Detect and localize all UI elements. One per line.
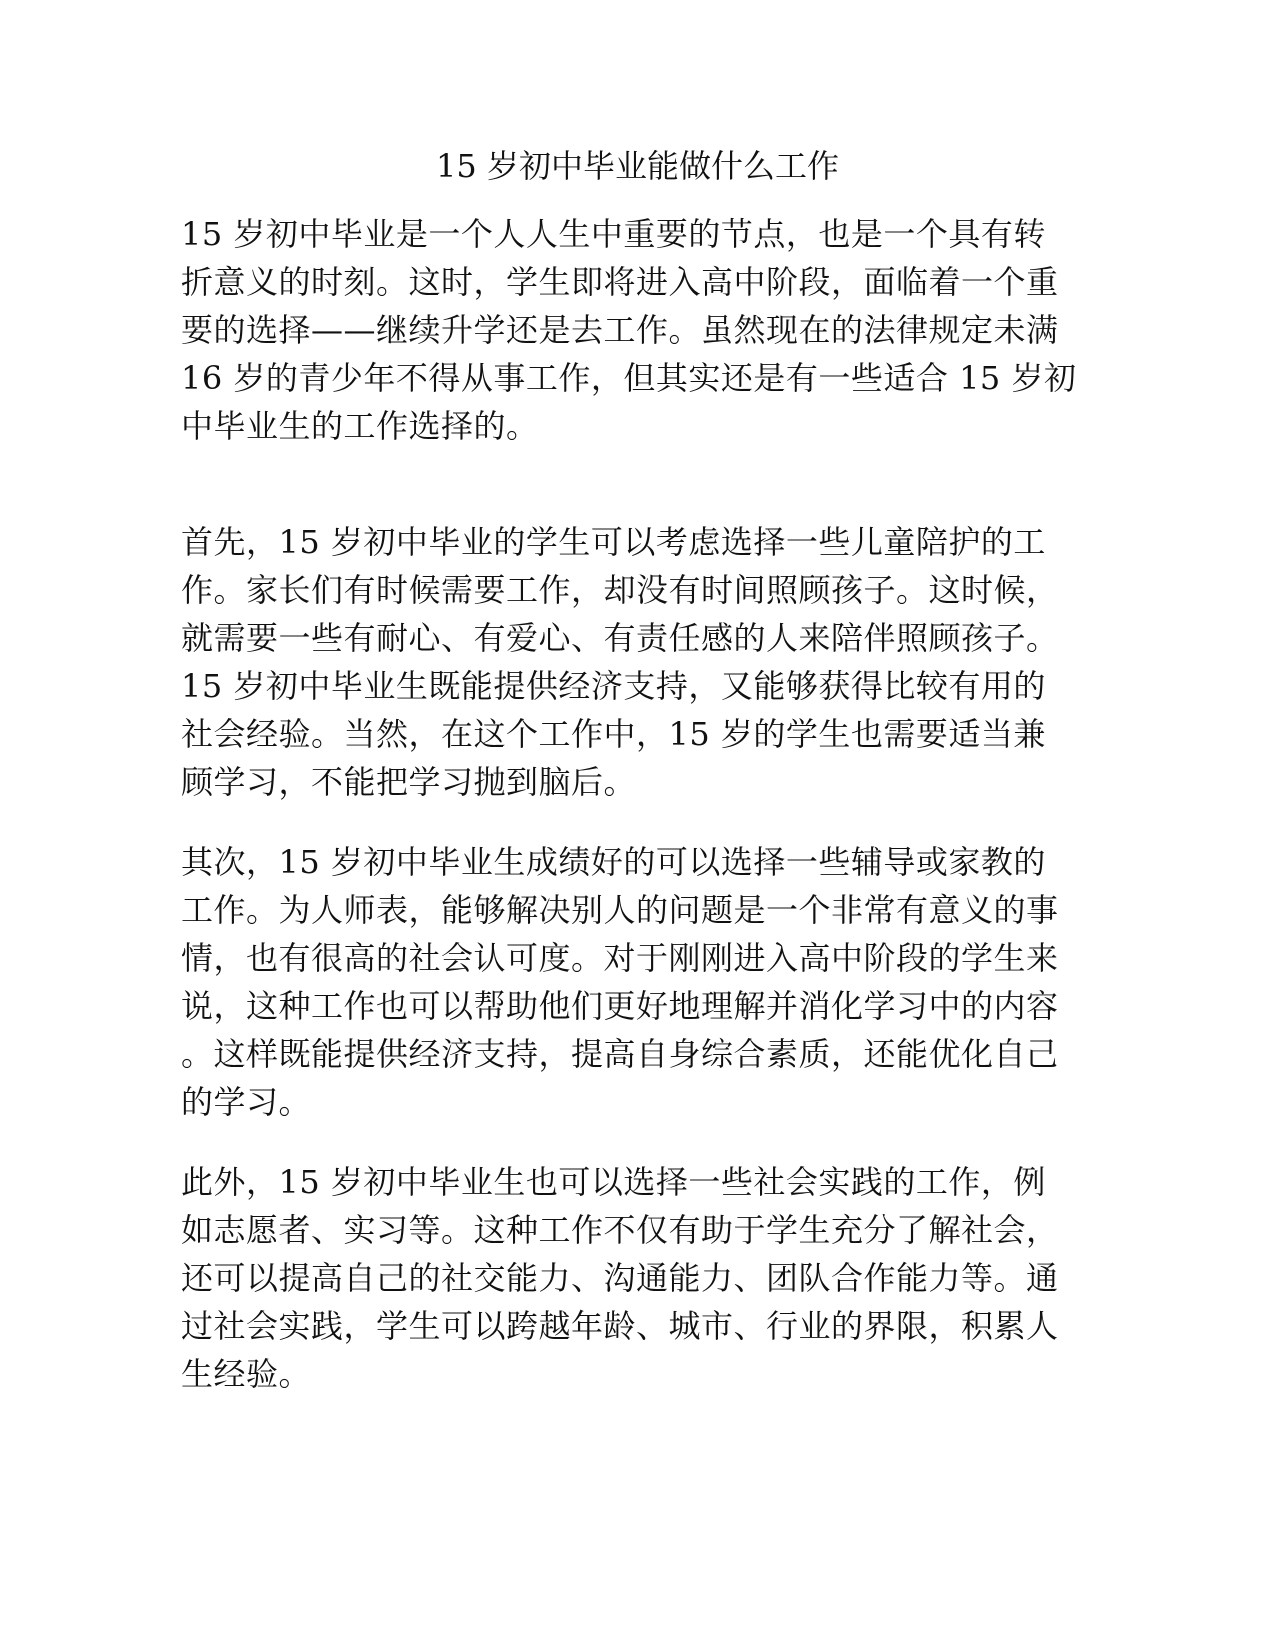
text-line: 15 岁初中毕业是一个人人生中重要的节点，也是一个具有转 (181, 215, 1046, 253)
paragraph-childcare (181, 518, 1081, 806)
text-line: 其次，15 岁初中毕业生成绩好的可以选择一些辅导或家教的 (181, 843, 1046, 881)
text-line: 过社会实践，学生可以跨越年龄、城市、行业的界限，积累人 (181, 1307, 1059, 1345)
text-line: 社会经验。当然，在这个工作中，15 岁的学生也需要适当兼 (181, 715, 1046, 753)
text-line: 16 岁的青少年不得从事工作，但其实还是有一些适合 15 岁初 (181, 359, 1077, 397)
text-line: 就需要一些有耐心、有爱心、有责任感的人来陪伴照顾孩子。 (181, 619, 1059, 657)
text-line: 首先，15 岁初中毕业的学生可以考虑选择一些儿童陪护的工 (181, 523, 1046, 561)
text-line: 还可以提高自己的社交能力、沟通能力、团队合作能力等。通 (181, 1259, 1059, 1297)
paragraph-tutoring (181, 838, 1081, 1126)
text-line: 的学习。 (181, 1083, 312, 1121)
text-line: 生经验。 (181, 1355, 312, 1393)
text-line: 工作。为人师表，能够解决别人的问题是一个非常有意义的事 (181, 891, 1059, 929)
paragraph-social-practice (181, 1158, 1081, 1398)
text-line: 如志愿者、实习等。这种工作不仅有助于学生充分了解社会， (181, 1211, 1059, 1249)
text-line: 作。家长们有时候需要工作，却没有时间照顾孩子。这时候， (181, 571, 1059, 609)
text-line: 。这样既能提供经济支持，提高自身综合素质，还能优化自己 (181, 1035, 1059, 1073)
text-line: 折意义的时刻。这时，学生即将进入高中阶段，面临着一个重 (181, 263, 1059, 301)
text-line: 顾学习，不能把学习抛到脑后。 (181, 763, 637, 801)
text-line: 15 岁初中毕业生既能提供经济支持，又能够获得比较有用的 (181, 667, 1046, 705)
text-line: 情，也有很高的社会认可度。对于刚刚进入高中阶段的学生来 (181, 939, 1059, 977)
text-line: 要的选择——继续升学还是去工作。虽然现在的法律规定未满 (181, 311, 1059, 349)
text-line: 说，这种工作也可以帮助他们更好地理解并消化学习中的内容 (181, 987, 1059, 1025)
paragraph-intro (181, 210, 1081, 450)
document-title: 15 岁初中毕业能做什么工作 (436, 147, 839, 185)
text-line: 此外，15 岁初中毕业生也可以选择一些社会实践的工作，例 (181, 1163, 1046, 1201)
text-line: 中毕业生的工作选择的。 (181, 407, 539, 445)
